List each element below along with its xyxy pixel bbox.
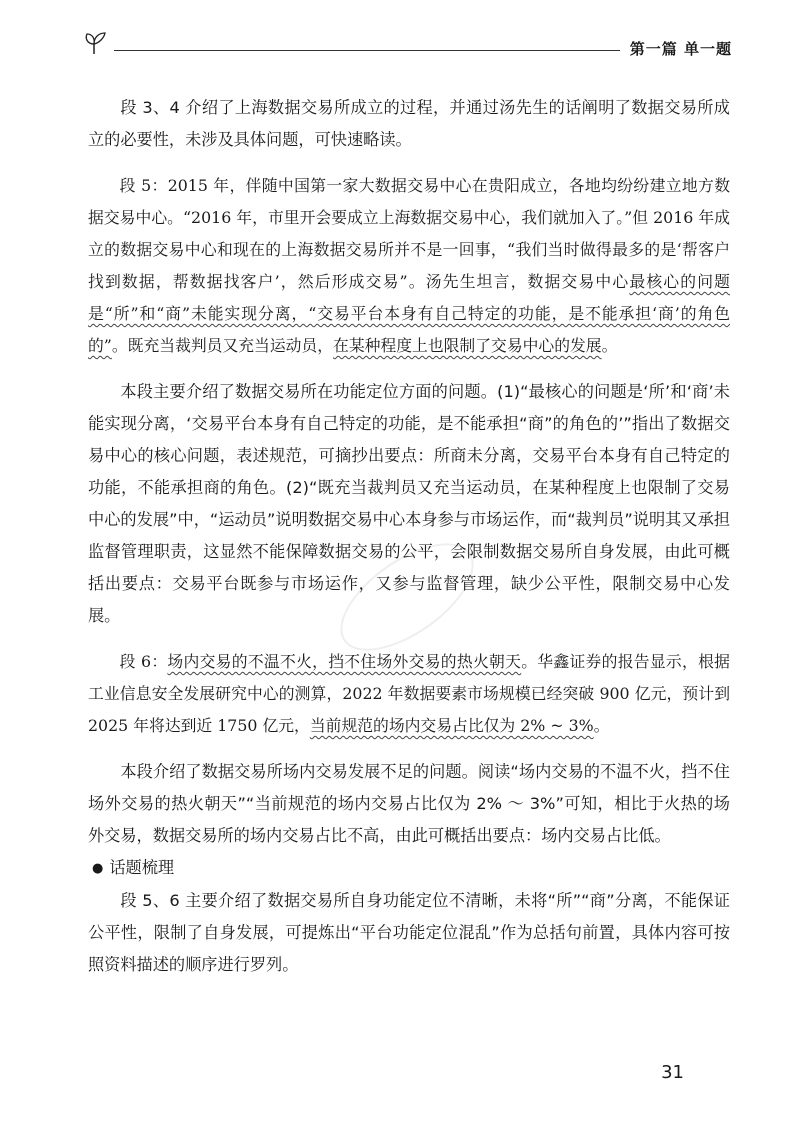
analysis-paragraph-5: 本段主要介绍了数据交易所在功能定位方面的问题。(1)“最核心的问题是‘所’和‘商’未能实现分离，‘交易平台本身有自己特定的功能，是不能承担“商”的角色的’”指出了数据交易中心的核心问题，表述规范，可摘抄出要点：所商未分离，交易平台本身有自己特定的功能，不能承担商的角色。(2)“既充当裁判员又充当运动员，在某种程度上也限制了交易中心的发展”中，“运动员”说明数据交易中心本身参与市场运作，而“裁判员”说明其又承担监督管理职责，这显然不能保障数据交易的公平，会限制数据交易所自身发展，由此可概括出要点：交易平台既参与市场运作，又参与监督管理，缺少公平性，限制交易中心发展。 <box>88 382 730 625</box>
source-text: 段 5：2015 年，伴随中国第一家大数据交易中心在贵阳成立，各地均纷纷建立地方数据交易中心。“2016 年，市里开会要成立上海数据交易中心，我们就加入了。”但 2016 年成立的数据交易中心和现在的上海数据交易所并不是一回事，“我们当时做得最多的是‘帮客户找到数据，帮数据找客户’，然后形成交易”。汤先生坦言，数据交易中心 <box>88 176 730 291</box>
paragraph-intro: 段 3、4 介绍了上海数据交易所成立的过程，并通过汤先生的话阐明了数据交易所成立的必要性，未涉及具体问题，可快速略读。 <box>88 98 730 149</box>
bullet-icon: ● <box>92 861 104 876</box>
underlined-text: 场内交易的不温不火，挡不住场外交易的热火朝天 <box>167 652 522 671</box>
analysis-paragraph-6: 本段介绍了数据交易所场内交易发展不足的问题。阅读“场内交易的不温不火，挡不住场外交易的热火朝天”“当前规范的场内交易占比仅为 2% ～ 3%”可知，相比于火热的场外交易，数据交易所的场内交易占比不高，由此可概括出要点：场内交易占比低。 <box>88 762 730 845</box>
page-body <box>88 92 730 981</box>
underlined-text: 当前规范的场内交易占比仅为 2% ~ 3% <box>309 716 594 735</box>
source-text: 。 <box>593 716 610 735</box>
topic-heading-label: 话题梳理 <box>109 858 175 877</box>
source-text: 。华鑫证券的报告显示，根据工业信息安全发展研究中心的测算，2022 年数据要素市场规模已经突破 900 亿元，预计到 2025 年将达到近 1750 亿元， <box>88 652 730 735</box>
underlined-text: 最核心的问题是“所”和“商”未能实现分离，“交易平台本身有自己特定的功能，是不能承担‘商’的角色的” <box>88 272 730 355</box>
page-number: 31 <box>661 1062 684 1083</box>
section-title: 第一篇 单一题 <box>629 40 732 58</box>
topic-heading <box>88 852 730 885</box>
underlined-text: 在某种程度上也限制了交易中心的发展 <box>333 336 602 355</box>
topic-summary: 段 5、6 主要介绍了数据交易所自身功能定位不清晰，未将“所”“商”分离，不能保证公平性，限制了自身发展，可提炼出“平台功能定位混乱”作为总括句前置，具体内容可按照资料描述的顺序进行罗列。 <box>88 891 730 974</box>
sprout-icon <box>84 28 120 58</box>
header-rule <box>114 50 620 51</box>
source-text: 段 6： <box>119 652 168 671</box>
source-paragraph-5 <box>88 170 730 362</box>
source-paragraph-6 <box>88 646 730 742</box>
page-header <box>84 28 732 64</box>
source-text: 。 <box>601 336 618 355</box>
source-text: 。既充当裁判员又充当运动员， <box>111 336 334 355</box>
